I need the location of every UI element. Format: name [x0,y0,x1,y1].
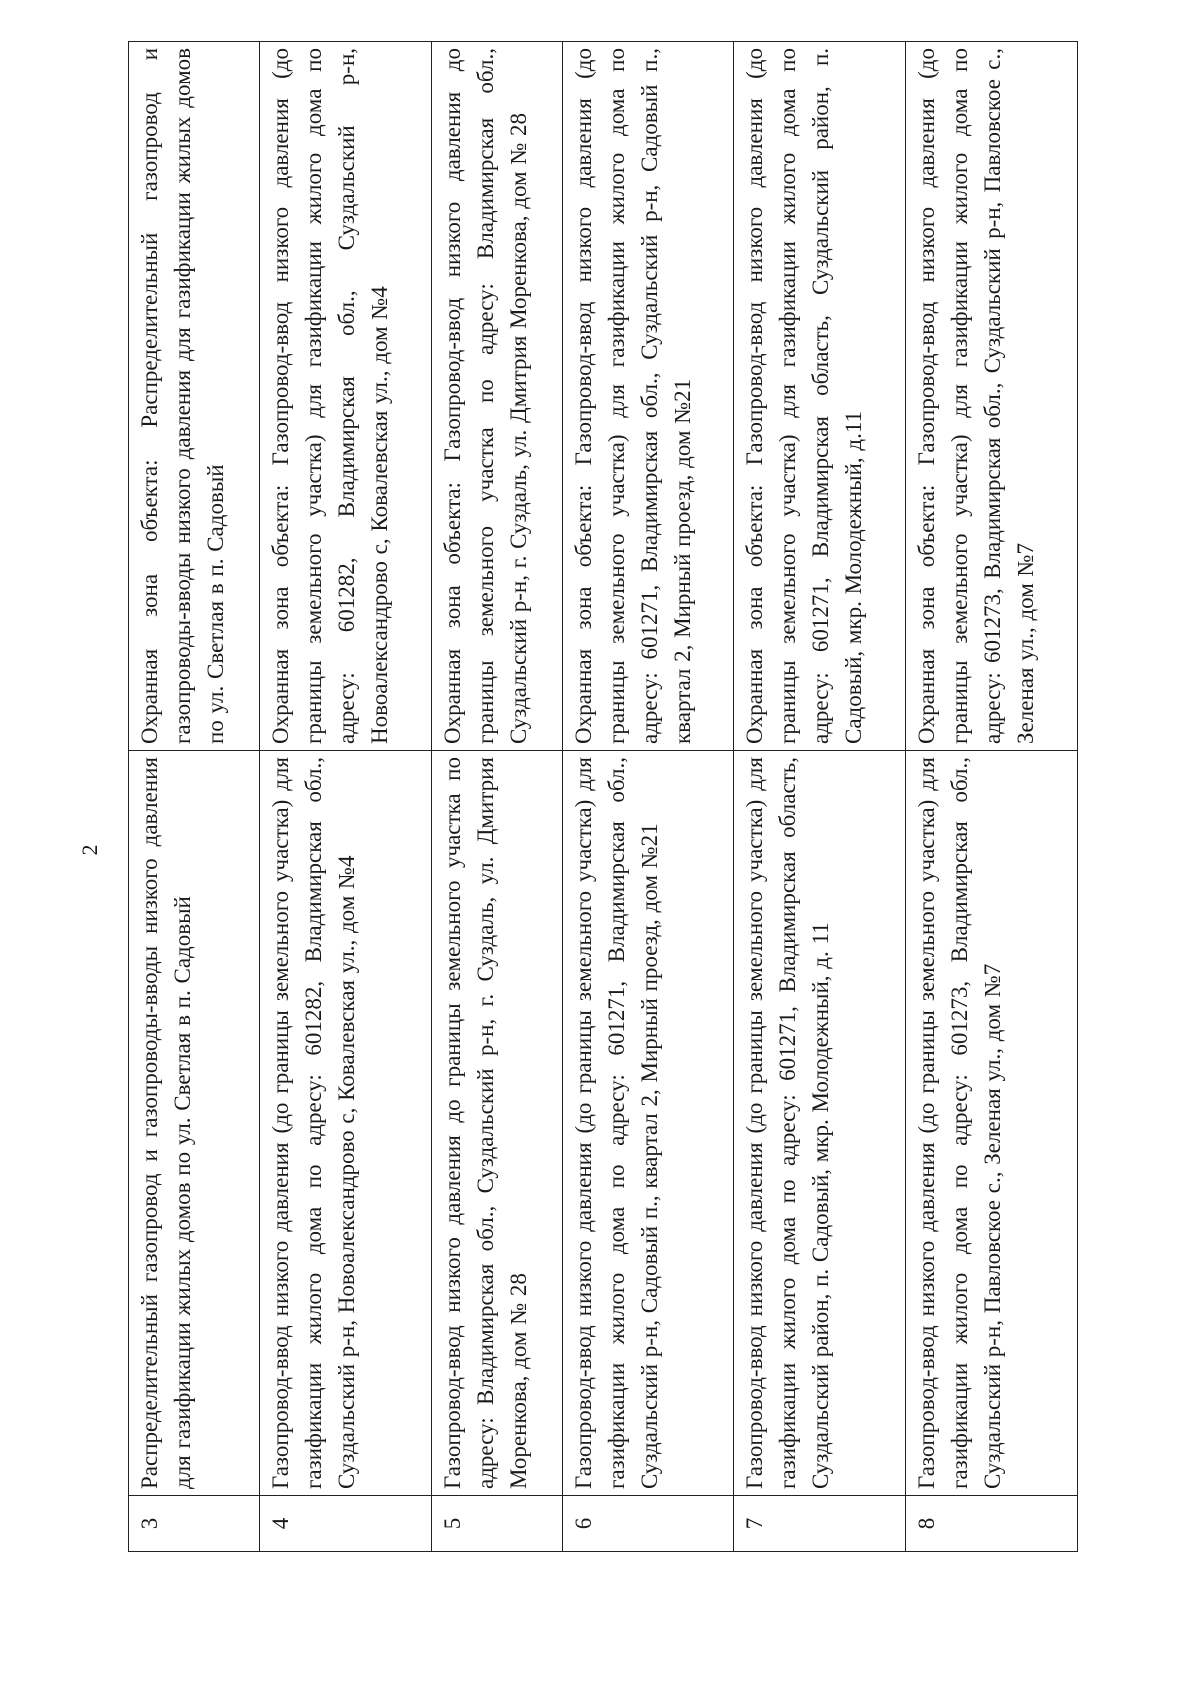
object-name-cell: Газопровод-ввод низкого давления (до границы земельного участка) для газификации жилого дома по адресу: 601282, Владимирская обл., Суздальский р-н, Новоалександрово с, Ковалевская ул., дом №4 [259,751,431,1496]
row-number: 3 [129,1496,260,1552]
protection-zone-cell: Охранная зона объекта: Газопровод-ввод низкого давления (до границы земельного участка) для газификации жилого дома по адресу: 601271, Владимирская область, Суздальский район, п. Садовый, мкр. Молодежный, д.11 [734,42,906,751]
object-name-cell: Распределительный газопровод и газопроводы-вводы низкого давления для газификации жилых домов по ул. Светлая в п. Садовый [129,751,260,1496]
row-number: 4 [259,1496,431,1552]
table-row [431,42,562,1552]
row-number: 8 [906,1496,1078,1552]
table-row [259,42,431,1552]
protection-zone-cell: Охранная зона объекта: Газопровод-ввод низкого давления (до границы земельного участка) для газификации жилого дома по адресу: 601273, Владимирская обл., Суздальский р-н, Павловское с., Зеленая ул., дом №7 [906,42,1078,751]
row-number: 7 [734,1496,906,1552]
object-name-cell: Газопровод-ввод низкого давления (до границы земельного участка) для газификации жилого дома по адресу: 601273, Владимирская обл., Суздальский р-н, Павловское с., Зеленая ул., дом №7 [906,751,1078,1496]
gas-pipeline-table [128,41,1078,1552]
page-number: 2 [77,844,102,856]
object-name-cell: Газопровод-ввод низкого давления до границы земельного участка по адресу: Владимирская обл., Суздальский р-н, г. Суздаль, ул. Дмитрия Моренкова, дом № 28 [431,751,562,1496]
rotated-table-container [128,42,1078,1552]
protection-zone-cell: Охранная зона объекта: Газопровод-ввод низкого давления до границы земельного участка по адресу: Владимирская обл., Суздальский р-н, г. Суздаль, ул. Дмитрия Моренкова, дом № 28 [431,42,562,751]
protection-zone-cell: Охранная зона объекта: Распределительный газопровод и газопроводы-вводы низкого давления для газификации жилых домов по ул. Светлая в п. Садовый [129,42,260,751]
protection-zone-cell: Охранная зона объекта: Газопровод-ввод низкого давления (до границы земельного участка) для газификации жилого дома по адресу: 601271, Владимирская обл., Суздальский р-н, Садовый п., квартал 2, Мирный проезд, дом №21 [562,42,734,751]
table-row [906,42,1078,1552]
object-name-cell: Газопровод-ввод низкого давления (до границы земельного участка) для газификации жилого дома по адресу: 601271, Владимирская обл., Суздальский р-н, Садовый п., квартал 2, Мирный проезд, дом №21 [562,751,734,1496]
row-number: 6 [562,1496,734,1552]
protection-zone-cell: Охранная зона объекта: Газопровод-ввод низкого давления (до границы земельного участка) для газификации жилого дома по адресу: 601282, Владимирская обл., Суздальский р-н, Новоалександрово с, Ковалевская ул., дом №4 [259,42,431,751]
table-row [129,42,260,1552]
table-row [734,42,906,1552]
row-number: 5 [431,1496,562,1552]
object-name-cell: Газопровод-ввод низкого давления (до границы земельного участка) для газификации жилого дома по адресу: 601271, Владимирская область, Суздальский район, п. Садовый, мкр. Молодежный, д. 11 [734,751,906,1496]
table-row [562,42,734,1552]
